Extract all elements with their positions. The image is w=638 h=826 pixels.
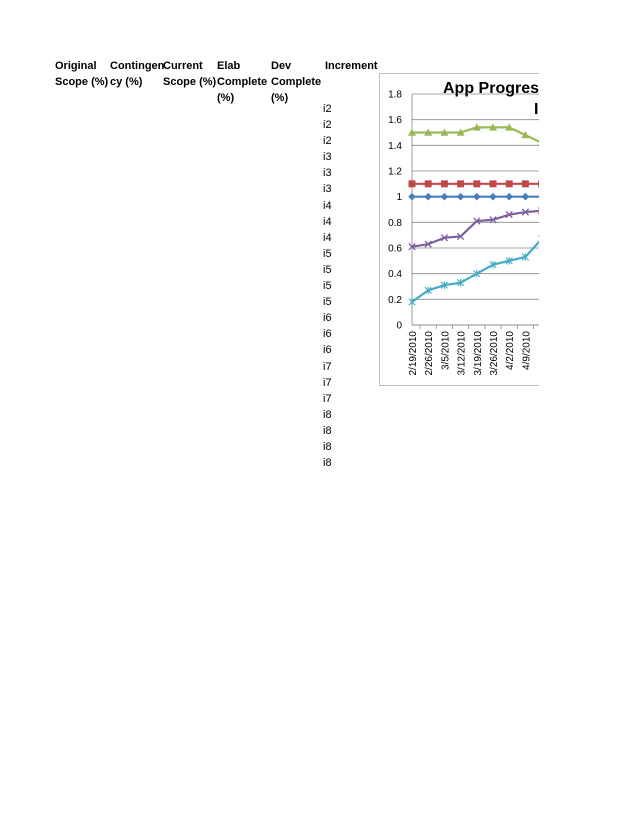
- cell-increment: i7: [323, 360, 332, 373]
- data-point: [473, 193, 481, 201]
- cell-increment: i4: [323, 199, 332, 212]
- header-increment: Increment: [325, 60, 378, 72]
- cell-increment: i7: [323, 392, 332, 405]
- data-point: [506, 180, 513, 187]
- x-tick-label: 3/26/2010: [489, 331, 500, 376]
- app-progress-chart: [379, 73, 539, 386]
- data-point: [489, 193, 497, 201]
- cell-increment: i8: [323, 457, 332, 470]
- y-tick-label: 0.2: [388, 294, 402, 306]
- data-point: [424, 193, 432, 201]
- cell-increment: i5: [323, 280, 332, 293]
- data-point: [457, 180, 464, 187]
- data-point: [490, 180, 497, 187]
- data-point: [441, 193, 449, 201]
- y-tick-label: 0.4: [388, 269, 402, 281]
- cell-increment: i3: [323, 151, 332, 164]
- data-point: [441, 180, 448, 187]
- x-tick-label: 3/12/2010: [456, 331, 468, 376]
- data-point: [457, 193, 465, 201]
- data-point: [538, 235, 539, 243]
- cell-increment: i5: [323, 263, 332, 276]
- y-tick-label: 1.8: [388, 89, 402, 101]
- y-tick-label: 1.4: [388, 140, 402, 152]
- y-tick-label: 1.2: [388, 166, 402, 178]
- x-tick-label: 2/26/2010: [424, 331, 436, 376]
- data-point: [425, 180, 432, 187]
- x-tick-label: 2/19/2010: [408, 331, 419, 376]
- x-tick-label: 4/9/2010: [521, 331, 533, 370]
- y-tick-label: 0.8: [388, 217, 402, 229]
- header-current-scope: Current Scope (%): [163, 60, 217, 88]
- data-point: [505, 193, 513, 201]
- cell-increment: i5: [323, 296, 332, 309]
- cell-increment: i3: [323, 183, 332, 196]
- cell-increment: i5: [323, 247, 332, 260]
- data-point: [409, 298, 415, 306]
- data-point: [408, 193, 416, 201]
- cell-increment: i2: [323, 103, 332, 115]
- y-tick-label: 0.6: [388, 243, 402, 255]
- cell-increment: i4: [323, 231, 332, 244]
- header-contingency: Contingen cy (%): [110, 60, 165, 88]
- cell-increment: i7: [323, 376, 332, 389]
- header-dev-complete: Dev Complete (%): [271, 60, 322, 104]
- data-point: [473, 180, 480, 187]
- data-point: [522, 193, 530, 201]
- chart-canvas: [380, 74, 539, 385]
- cell-increment: i4: [323, 215, 332, 228]
- header-original-scope: Original Scope (%): [55, 60, 109, 88]
- x-tick-label: 3/19/2010: [472, 331, 484, 376]
- header-elab-complete: Elab Complete (%): [217, 60, 268, 104]
- y-tick-label: 1.6: [388, 115, 402, 127]
- cell-increment: i6: [323, 312, 332, 325]
- data-point: [538, 180, 539, 187]
- cell-increment: i8: [323, 440, 332, 453]
- cell-increment: i6: [323, 344, 332, 357]
- cell-increment: i2: [323, 135, 332, 148]
- cell-increment: i8: [323, 408, 332, 421]
- y-tick-label: 1: [396, 192, 402, 204]
- chart-title: App Progres: [443, 80, 539, 97]
- cell-increment: i8: [323, 424, 332, 437]
- chart-title-overflow: I: [534, 101, 539, 118]
- y-tick-label: 0: [396, 320, 402, 332]
- cell-increment: i2: [323, 119, 332, 132]
- data-point: [538, 193, 539, 201]
- data-point: [522, 180, 529, 187]
- cell-increment: i3: [323, 167, 332, 180]
- x-tick-label: 3/5/2010: [440, 331, 452, 370]
- data-point: [409, 180, 416, 187]
- x-tick-label: 4/2/2010: [505, 331, 517, 370]
- cell-increment: i6: [323, 328, 332, 341]
